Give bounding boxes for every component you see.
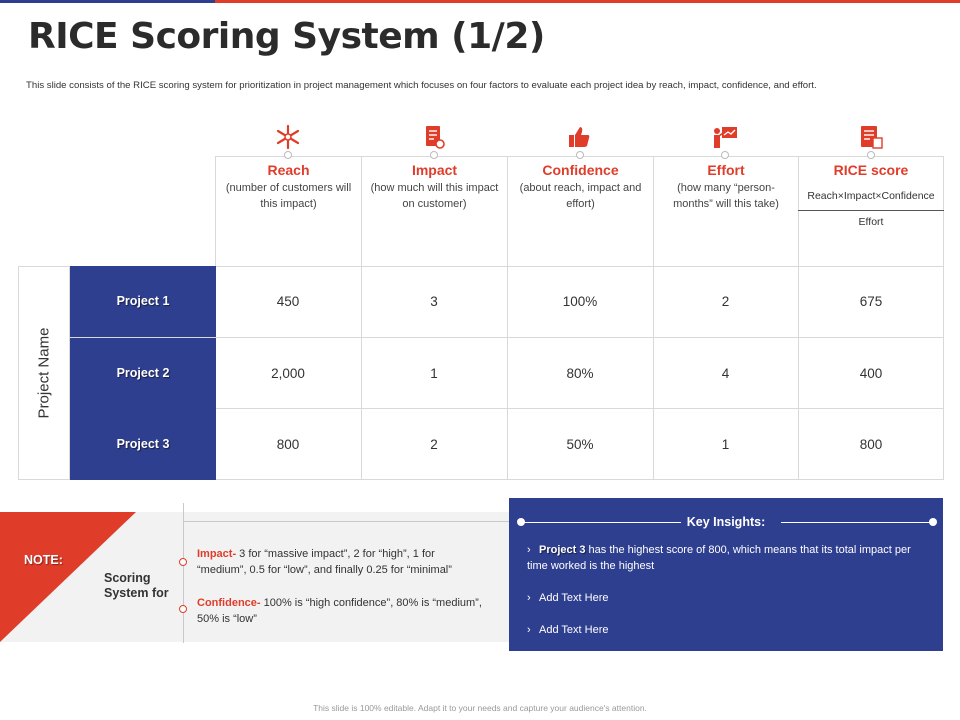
thumbs-up-icon xyxy=(565,124,593,150)
cell-reach: 800 xyxy=(276,437,300,452)
header-dot xyxy=(576,151,584,159)
cell-impact: 3 xyxy=(430,294,438,309)
insight-item[interactable]: › Add Text Here xyxy=(527,624,609,636)
column-header-effort: Effort (how many “person-months” will this take) xyxy=(653,156,798,266)
insight-item[interactable]: › Add Text Here xyxy=(527,592,609,604)
note-bullet-dot xyxy=(179,558,187,566)
header-dot xyxy=(430,151,438,159)
row-label-project-1: Project 1 xyxy=(70,266,216,337)
column-header-rice-score: RICE score xyxy=(798,156,944,266)
column-header-confidence: Confidence (about reach, impact and effort) xyxy=(507,156,653,266)
insights-title: Key Insights: xyxy=(686,515,766,529)
cell-rice: 800 xyxy=(859,437,883,452)
page-title: RICE Scoring System (1/2) xyxy=(28,16,545,57)
cell-confidence: 80% xyxy=(566,366,594,381)
note-label: NOTE: xyxy=(24,553,63,567)
cell-confidence: 50% xyxy=(566,437,594,452)
row-axis-label: Project Name xyxy=(35,327,53,419)
formula-divider xyxy=(798,210,944,211)
note-impact-text: Impact- 3 for “massive impact”, 2 for “high”, 1 for “medium”, 0.5 for “low”, and finally 0.25 for “minimal” xyxy=(197,548,452,576)
column-header-reach: Reach (number of customers will this impact) xyxy=(215,156,361,266)
row-label-project-2: Project 2 xyxy=(70,338,216,409)
page-subtitle: This slide consists of the RICE scoring system for prioritization in project management which focuses on four factors to evaluate each project idea by reach, impact, confidence, and effort. xyxy=(26,80,817,91)
note-bullet-dot xyxy=(179,605,187,613)
cell-effort: 1 xyxy=(721,437,730,452)
footer-note: This slide is 100% editable. Adapt it to your needs and capture your audience's attention. xyxy=(313,703,647,713)
scoring-system-label: Scoring System for xyxy=(104,571,169,600)
column-header-impact: Impact (how much will this impact on customer) xyxy=(361,156,507,266)
row-axis-label-cell xyxy=(18,266,70,480)
cell-reach: 2,000 xyxy=(271,366,305,381)
asterisk-icon xyxy=(274,124,302,150)
top-accent-bar xyxy=(0,0,960,3)
note-top-line xyxy=(183,521,509,522)
cell-effort: 2 xyxy=(721,294,730,309)
cell-confidence: 100% xyxy=(562,294,598,309)
key-insights-panel xyxy=(509,498,943,651)
formula-numerator: Reach×Impact×Confidence xyxy=(807,190,935,202)
cell-rice: 675 xyxy=(859,294,883,309)
presenter-icon xyxy=(711,124,739,150)
header-dot xyxy=(867,151,875,159)
scorecard-icon xyxy=(857,124,885,150)
header-dot xyxy=(721,151,729,159)
report-icon xyxy=(420,124,448,150)
cell-effort: 4 xyxy=(721,366,730,381)
insight-item: › Project 3 has the highest score of 800, which means that its total impact per time worked is the highest xyxy=(527,544,911,572)
cell-reach: 450 xyxy=(276,294,300,309)
cell-impact: 2 xyxy=(430,437,438,452)
row-label-project-3: Project 3 xyxy=(70,409,216,480)
cell-rice: 400 xyxy=(859,366,883,381)
note-divider xyxy=(183,503,184,643)
note-confidence-text: Confidence- 100% is “high confidence”, 80% is “medium”, 50% is “low” xyxy=(197,597,482,625)
cell-impact: 1 xyxy=(430,366,438,381)
formula-denominator: Effort xyxy=(858,216,884,228)
header-dot xyxy=(284,151,292,159)
